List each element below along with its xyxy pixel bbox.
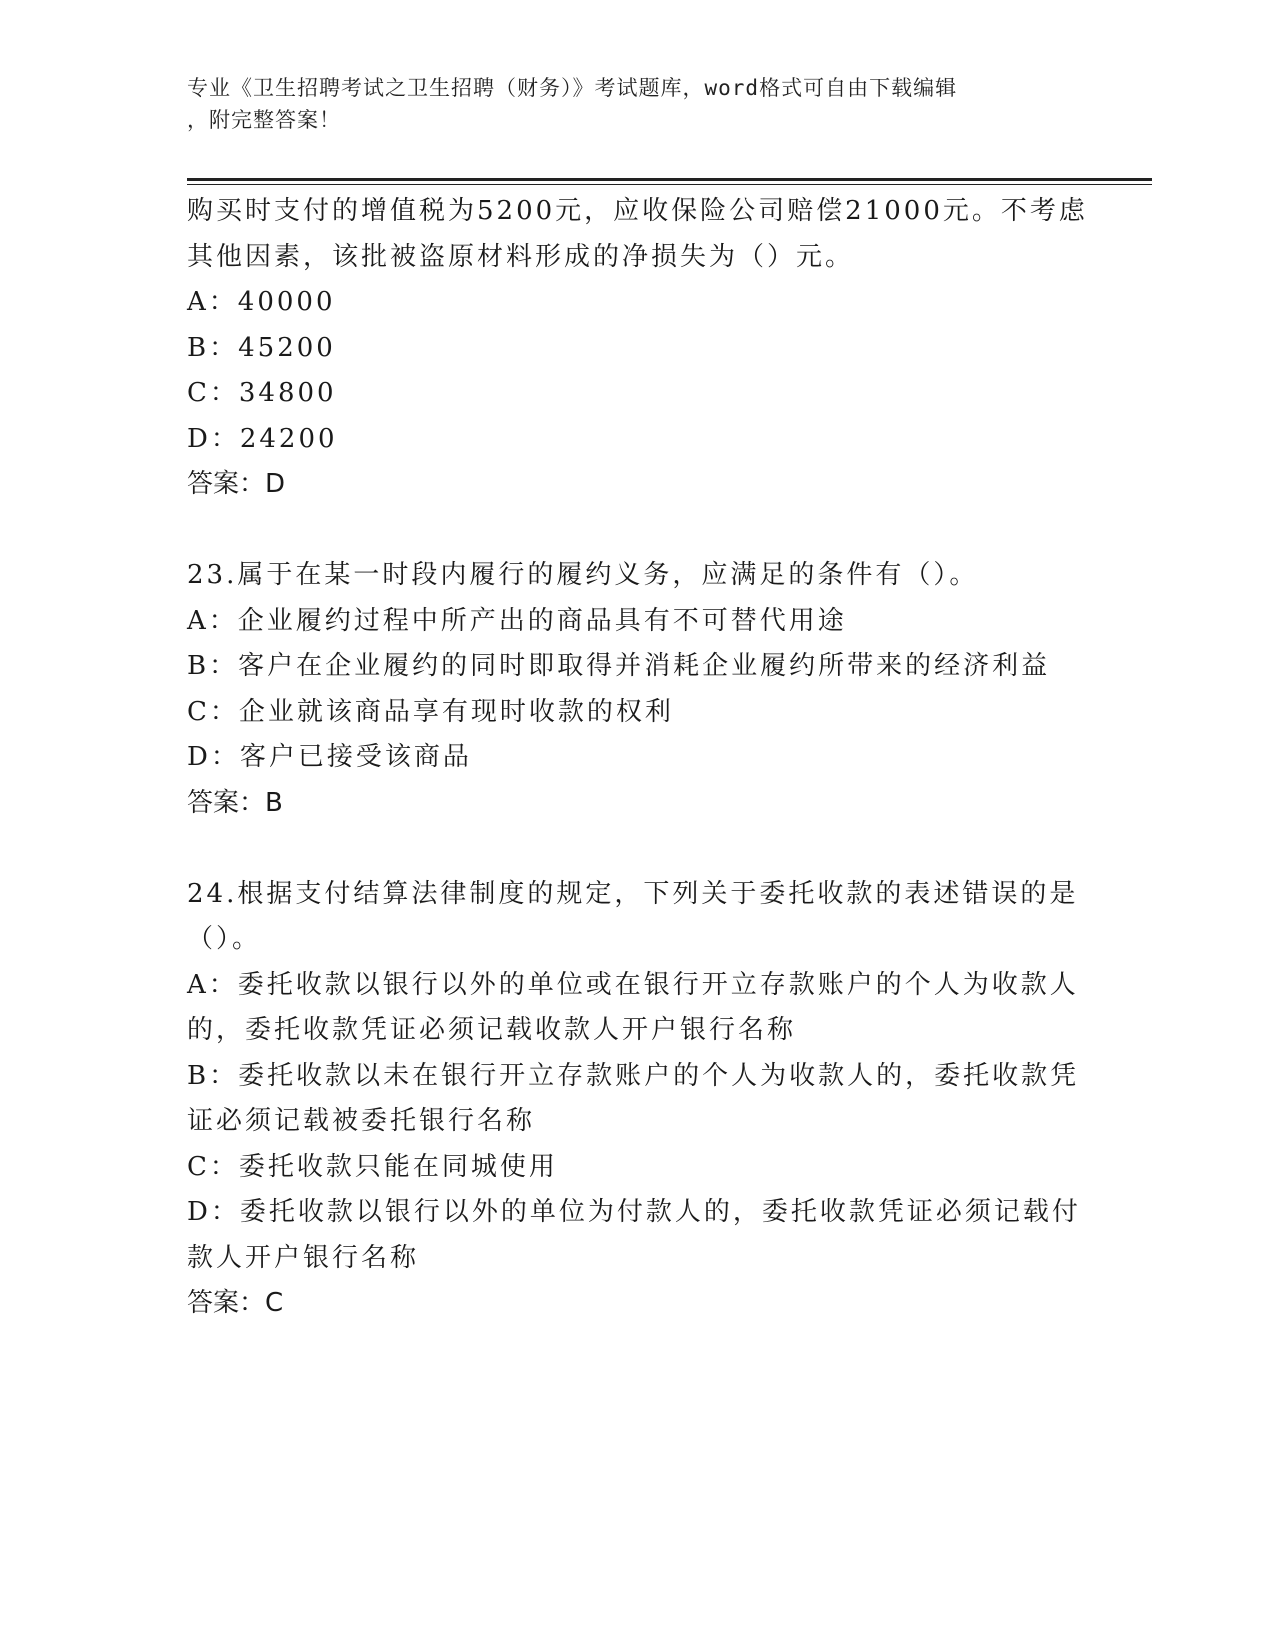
header-divider-thin — [187, 184, 1152, 185]
answer-label: 答案： — [187, 787, 266, 818]
question-stem-line: 购买时支付的增值税为5200元，应收保险公司赔偿21000元。不考虑 — [187, 196, 1088, 226]
question-stem-line: 24.根据支付结算法律制度的规定，下列关于委托收款的表述错误的是 — [187, 878, 1079, 909]
option-c: C：委托收款只能在同城使用 — [187, 1151, 558, 1182]
question-23 — [187, 553, 1087, 826]
option-d-line: D：委托收款以银行以外的单位为付款人的，委托收款凭证必须记载付 — [187, 1197, 1081, 1227]
question-stem: 23.属于在某一时段内履行的履约义务，应满足的条件有（）。 — [187, 560, 979, 590]
option-b: B：45200 — [187, 332, 336, 363]
spacer — [187, 826, 1087, 872]
answer-value: B — [265, 787, 284, 818]
answer-label: 答案： — [187, 469, 266, 499]
answer-line — [187, 462, 1087, 508]
answer-line — [187, 1281, 1087, 1327]
answer-value: C — [265, 1288, 285, 1318]
spacer — [187, 508, 1087, 554]
option-b: B：客户在企业履约的同时即取得并消耗企业履约所带来的经济利益 — [187, 651, 1051, 681]
header-divider-thick — [187, 178, 1152, 181]
question-content — [187, 189, 1087, 1327]
document-header — [187, 72, 1067, 136]
question-24 — [187, 872, 1087, 1327]
option-d: D：客户已接受该商品 — [187, 742, 472, 772]
option-b-line: 证必须记载被委托银行名称 — [187, 1106, 536, 1136]
answer-label: 答案： — [187, 1288, 266, 1318]
option-b-line: B：委托收款以未在银行开立存款账户的个人为收款人的，委托收款凭 — [187, 1060, 1080, 1091]
answer-value: D — [265, 469, 287, 499]
question-stem-line: 其他因素，该批被盗原材料形成的净损失为（）元。 — [187, 241, 855, 272]
question-22 — [187, 189, 1087, 508]
option-a: A：40000 — [187, 287, 336, 317]
answer-line — [187, 781, 1087, 827]
header-line-1: 专业《卫生招聘考试之卫生招聘（财务）》考试题库，word格式可自由下载编辑 — [187, 76, 958, 100]
option-a-line: 的，委托收款凭证必须记载收款人开户银行名称 — [187, 1015, 797, 1045]
option-a-line: A：委托收款以银行以外的单位或在银行开立存款账户的个人为收款人 — [187, 969, 1079, 1000]
option-d: D：24200 — [187, 423, 338, 454]
option-d-line: 款人开户银行名称 — [187, 1242, 420, 1273]
question-stem-line: （）。 — [187, 924, 262, 954]
option-a: A：企业履约过程中所产出的商品具有不可替代用途 — [187, 605, 847, 636]
option-c: C：34800 — [187, 378, 337, 408]
header-line-2: ，附完整答案！ — [187, 108, 341, 132]
option-c: C：企业就该商品享有现时收款的权利 — [187, 696, 674, 727]
